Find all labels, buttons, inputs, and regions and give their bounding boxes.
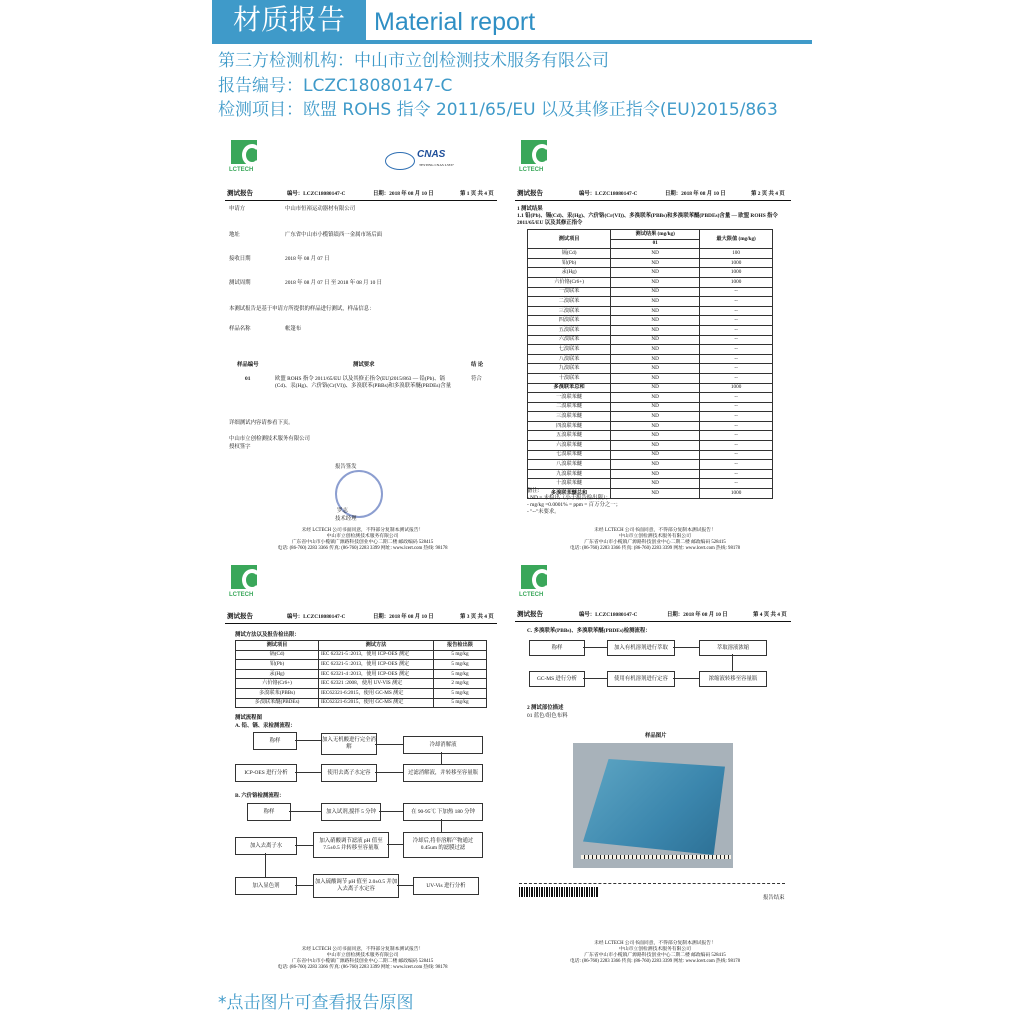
table-row: 五溴联苯 ND --	[528, 325, 773, 335]
table-row: 十溴联苯 ND --	[528, 373, 773, 383]
table-row: 六溴联苯醚 ND --	[528, 441, 773, 451]
lctech-logo: LCTECH	[225, 565, 265, 601]
note-line: 备注:	[527, 488, 540, 494]
lctech-logo: LCTECH	[515, 565, 555, 601]
table-row: 二溴联苯 ND --	[528, 297, 773, 307]
header-title-en: Material report	[374, 8, 536, 36]
table-row: 九溴联苯醚 ND --	[528, 469, 773, 479]
lctech-logo: LCTECH	[225, 140, 265, 176]
table-row: 一溴联苯 ND --	[528, 287, 773, 297]
report-page-2[interactable]: LCTECH 测试报告 编号：LCZC18080147-C 日期：2018 年 08 月 10 日 第 2 页 共 4 页 1 测试结果 1.1 铅(Pb)、镉(Cd)、汞(Hg)、六价铬(Cr(VI))、多溴联苯(PBBs)和多溴联苯醚(PBDEs)含量 — 欧盟 ROHS 指令 2011/65/EU 以及其修正指令 测试项目 测试结果 (mg/kg) 最大限值 (mg/kg) 01 镉(Cd) ND 100 铅(Pb) ND 1000 汞(Hg) ND 1000 六价铬(Cr6+) ND 1000 一溴联苯 ND -- 二溴联苯 ND -- 三溴联苯 ND -- 四溴联苯 ND -- 五溴联苯 ND -- 六溴联苯 ND -- 七溴联苯 ND -- 八溴联苯 ND -- 九溴联苯 ND -- 十溴联苯 ND -- 多溴联苯总和 ND 1000 一溴联苯醚 ND -- 二溴联苯醚 ND -- 三溴联苯醚 ND -- 四溴联苯醚 ND -- 五溴联苯醚 ND -- 六溴联苯醚 ND -- 七溴联苯醚 ND -- 八溴联苯醚 ND -- 九溴联苯醚 ND -- 十溴联苯醚 ND -- 多溴联苯醚总和 ND 1000 备注: - ND = 未检出（小于报告检出限）； - mg/kg =0.0001% = ppm = 百万分之一； - "--"未要求。 未经 LCTECH 公司书面同意，不得部分复制本测试报告！ 中山市立创检测技术服务有限公司 广东省中山市小榄镇广源路科技创业中心二期二楼 邮政编码 528415 电话: (86-760) 2283 3366 传真: (86-760) 2283 3399 网址: www.lcert.com 热线: 98178	[515, 140, 795, 560]
table-row: 五溴联苯醚 ND --	[528, 431, 773, 441]
table-row: 三溴联苯 ND --	[528, 306, 773, 316]
info-lab: 第三方检测机构：中山市立创检测技术服务有限公司	[218, 51, 609, 71]
table-row: 汞(Hg) ND 1000	[528, 268, 773, 278]
table-row: 九溴联苯 ND --	[528, 364, 773, 374]
table-row: 四溴联苯醚 ND --	[528, 421, 773, 431]
table-row: 八溴联苯 ND --	[528, 354, 773, 364]
table-row: 多溴联苯醚(PBDEs) IEC62321-6:2015，使用 GC-MS 测定 5 mg/kg	[236, 698, 487, 708]
info-test-item: 检测项目：欧盟 ROHS 指令 2011/65/EU 以及其修正指令(EU)2015/863	[218, 100, 778, 120]
table-row: 铅(Pb) IEC 62321-5 :2013，使用 ICP-OES 测定 5 mg/kg	[236, 660, 487, 670]
sample-photo[interactable]	[573, 743, 733, 868]
header-rule	[212, 40, 812, 44]
note-line: - "--"未要求。	[527, 509, 560, 515]
barcode	[519, 887, 599, 897]
results-notes	[527, 488, 621, 516]
table-row: 六溴联苯 ND --	[528, 335, 773, 345]
table-row: 三溴联苯醚 ND --	[528, 412, 773, 422]
table-row: 镉(Cd) ND 100	[528, 249, 773, 259]
report-label: 测试报告	[227, 190, 253, 197]
table-row: 多溴联苯醚总和 ND 1000	[528, 489, 773, 499]
header-title-cn: 材质报告	[212, 0, 366, 40]
table-row: 七溴联苯 ND --	[528, 345, 773, 355]
page-number: 第 1 页 共 4 页	[460, 191, 494, 197]
table-row: 六价铬(Cr6+) ND 1000	[528, 277, 773, 287]
table-row: 七溴联苯醚 ND --	[528, 450, 773, 460]
table-row: 二溴联苯醚 ND --	[528, 402, 773, 412]
report-page-1[interactable]: LCTECH CNAS TESTING CNAS L3337 测试报告 编号：LCZC18080147-C 日期：2018 年 08 月 10 日 第 1 页 共 4 页 申请方 中山市恒裕运动器材有限公司 地址 广东省中山市小榄镇绩西一金属市场后面 接收日期 2018 年 08 月 07 日 测试周期 2018 年 08 月 07 日 至 2018 年 08 月 10 日 本测试报告是基于申请方所提供的样品进行测试，样品信息： 样品名称 帐篷布 样品编号 测试要求 结 论 01 欧盟 ROHS 指令 2011/65/EU 以及其修正指令(EU)2015/863 — 铅(Pb)、镉(Cd)、汞(Hg)、六价铬(Cr(VI))、多溴联苯(PBBs)和多溴联苯醚(PBDEs)含量 符合 详细测试内容请参看下页。 中山市立创检测技术服务有限公司 授权签字 报告签发 罗志 技术经理 未经 LCTECH 公司书面同意，不得部分复制本测试报告！ 中山市立创检测技术服务有限公司 广东省中山市小榄镇广源路科技创业中心二期二楼 邮政编码 528415 电话: (86-760) 2283 3366 传真: (86-760) 2283 3399 网址: www.lcert.com 热线: 98178	[225, 140, 500, 560]
table-row: 铅(Pb) ND 1000	[528, 258, 773, 268]
table-row: 汞(Hg) IEC 62321-4 :2013，使用 ICP-OES 测定 5 mg/kg	[236, 669, 487, 679]
report-page-3[interactable]: LCTECH 测试报告 编号：LCZC18080147-C 日期：2018 年 08 月 10 日 第 3 页 共 4 页 测试方法以及报告检出限： 测试项目 测试方法 报告检出限 镉(Cd) IEC 62321-5 :2013，使用 ICP-OES 测定 5 mg/kg 铅(Pb) IEC 62321-5 :2013，使用 ICP-OES 测定 5 mg/kg 汞(Hg) IEC 62321-4 :2013，使用 ICP-OES 测定 5 mg/kg 六价铬(Cr6+) IEC 62321 :2008，使用 UV-VIS 测定 2 mg/kg 多溴联苯(PBBs) IEC62321-6:2015，使用 GC-MS 测定 5 mg/kg 多溴联苯醚(PBDEs) IEC62321-6:2015，使用 GC-MS 测定 5 mg/kg 测试流程图 A. 铅、镉、汞检测流程： 称样 加入无机酸进行完全消解 冷却消解液 过滤消解液，并转移至容量瓶 使用去离子水定容 ICP-OES 进行分析 B. 六价铬检测流程： 称样 加入试剂,搅拌 5 分钟 在 90-95℃ 下加热 180 分钟 冷却后,将非溶解产物通过 0.45um 的滤膜过滤 加入硝酸调节滤液 pH 值至 7.5±0.5 并转移至容量瓶 加入去离子水 加入显色剂 加入硫酸调节 pH 值至 2.0±0.5 并加入去离子水定容 UV-Vis 进行分析 未经 LCTECH 公司书面同意，不得部分复制本测试报告！ 中山市立创检测技术服务有限公司 广东省中山市小榄镇广源路科技创业中心二期二楼 邮政编码 528415 电话: (86-760) 2283 3366 传真: (86-760) 2283 3399 网址: www.lcert.com 热线: 98178	[225, 565, 500, 985]
view-original-link[interactable]: *点击图片可查看报告原图	[218, 993, 414, 1013]
table-row: 多溴联苯总和 ND 1000	[528, 383, 773, 393]
note-line: - mg/kg =0.0001% = ppm = 百万分之一；	[527, 502, 622, 508]
report-date: 日期：2018 年 08 月 10 日	[373, 191, 434, 197]
table-row: 多溴联苯(PBBs) IEC62321-6:2015，使用 GC-MS 测定 5 mg/kg	[236, 688, 487, 698]
table-row: 十溴联苯醚 ND --	[528, 479, 773, 489]
table-row: 四溴联苯 ND --	[528, 316, 773, 326]
results-table: 测试项目 测试结果 (mg/kg) 最大限值 (mg/kg) 01 镉(Cd) ND 100 铅(Pb) ND 1000 汞(Hg) ND 1000 六价铬(Cr6+) ND 1000 一溴联苯 ND -- 二溴联苯 ND -- 三溴联苯 ND -- 四溴联苯 ND -- 五溴联苯 ND -- 六溴联苯 ND -- 七溴联苯 ND -- 八溴联苯 ND -- 九溴联苯 ND -- 十溴联苯 ND -- 多溴联苯总和 ND 1000 一溴联苯醚 ND -- 二溴联苯醚 ND -- 三溴联苯醚 ND -- 四溴联苯醚 ND -- 五溴联苯醚 ND -- 六溴联苯醚 ND -- 七溴联苯醚 ND -- 八溴联苯醚 ND -- 九溴联苯醚 ND -- 十溴联苯醚 ND -- 多溴联苯醚总和 ND 1000	[527, 229, 773, 499]
table-row: 八溴联苯醚 ND --	[528, 460, 773, 470]
lctech-logo: LCTECH	[515, 140, 555, 176]
info-report-no: 报告编号：LCZC18080147-C	[218, 76, 453, 96]
table-row: 一溴联苯醚 ND --	[528, 393, 773, 403]
method-table: 测试项目 测试方法 报告检出限 镉(Cd) IEC 62321-5 :2013，使用 ICP-OES 测定 5 mg/kg 铅(Pb) IEC 62321-5 :2013，使用 ICP-OES 测定 5 mg/kg 汞(Hg) IEC 62321-4 :2013，使用 ICP-OES 测定 5 mg/kg 六价铬(Cr6+) IEC 62321 :2008，使用 UV-VIS 测定 2 mg/kg 多溴联苯(PBBs) IEC62321-6:2015，使用 GC-MS 测定 5 mg/kg 多溴联苯醚(PBDEs) IEC62321-6:2015，使用 GC-MS 测定 5 mg/kg	[235, 640, 487, 708]
cnas-mark: CNAS TESTING CNAS L3337	[385, 148, 455, 176]
table-row: 六价铬(Cr6+) IEC 62321 :2008，使用 UV-VIS 测定 2 mg/kg	[236, 679, 487, 689]
table-row: 镉(Cd) IEC 62321-5 :2013，使用 ICP-OES 测定 5 mg/kg	[236, 650, 487, 660]
report-no: 编号：LCZC18080147-C	[287, 191, 346, 197]
report-page-4[interactable]: LCTECH 测试报告 编号：LCZC18080147-C 日期：2018 年 08 月 10 日 第 4 页 共 4 页 C. 多溴联苯(PBBs)、多溴联苯醚(PBDEs)检测流程： 称样 加入有机溶剂进行萃取 萃取溶液浓缩 GC-MS 进行分析 使用有机溶剂进行定容 浓缩液转移至容量瓶 2 测试部位描述 01 蓝色/组色布料 样品图片 报告结束 未经 LCTECH 公司书面同意，不得部分复制本测试报告！ 中山市立创检测技术服务有限公司 广东省中山市小榄镇广源路科技创业中心二期二楼 邮政编码 528415 电话: (86-760) 2283 3366 传真: (86-760) 2283 3399 网址: www.lcert.com 热线: 98178	[515, 565, 795, 985]
note-line: - ND = 未检出（小于报告检出限）；	[527, 495, 612, 501]
header-banner	[212, 0, 812, 42]
